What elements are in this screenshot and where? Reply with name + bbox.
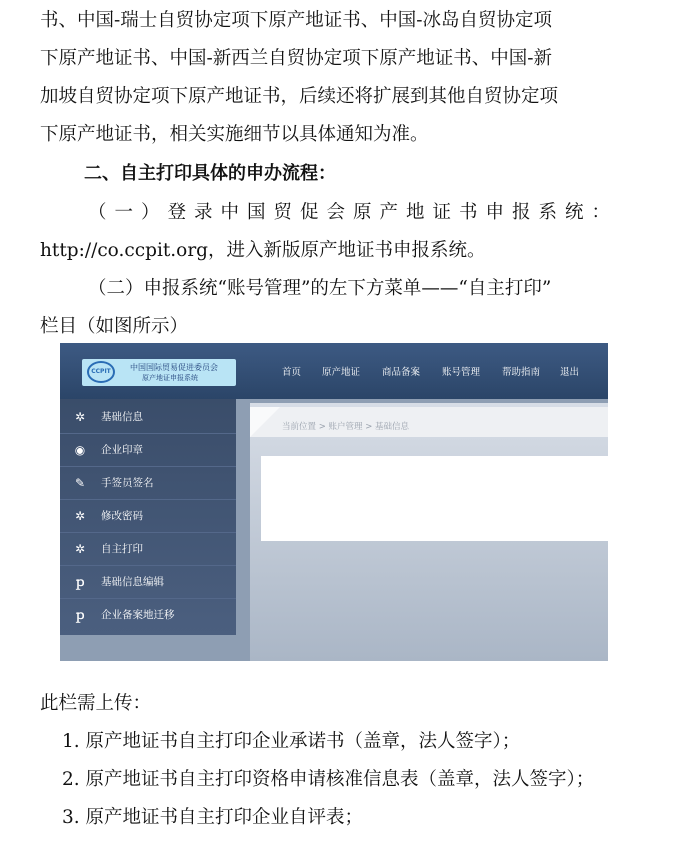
upload-item-1: 1. 原产地证书自主打印企业承诺书（盖章，法人签字）； (62, 731, 521, 752)
p-icon: ｐ (73, 608, 86, 622)
sidebar-item-label: 修改密码 (101, 510, 143, 522)
sidebar-item-label: 企业备案地迁移 (101, 609, 175, 621)
sidebar-item-label: 企业印章 (101, 444, 143, 456)
sidebar-item-basic-info[interactable] (60, 401, 236, 434)
paragraph-line-3: 加坡自贸协定项下原产地证书，后续还将扩展到其他自贸协定项 (40, 86, 559, 107)
breadcrumb: 当前位置 > 账户管理 > 基础信息 (282, 422, 410, 432)
step1-line2: http://co.ccpit.org，进入新版原产地证书申报系统。 (40, 240, 486, 261)
nav-help-guide[interactable]: 帮助指南 (502, 367, 541, 378)
section-heading: 二、自主打印具体的申办流程： (84, 163, 336, 184)
paragraph-line-4: 下原产地证书，相关实施细节以具体通知为准。 (40, 124, 429, 145)
sidebar-item-filing-relocation[interactable] (60, 599, 236, 632)
user-circle-icon: ◉ (74, 443, 86, 457)
sidebar-item-label: 基础信息 (101, 411, 143, 423)
gear-icon: ✲ (74, 542, 86, 556)
pen-icon: ✎ (74, 476, 86, 490)
gear-icon: ✲ (74, 509, 86, 523)
system-screenshot (60, 343, 608, 661)
sidebar-item-signer-signature[interactable] (60, 467, 236, 500)
ccpit-badge-icon: CCPIT (87, 361, 115, 383)
logo-title: 中国国际贸易促进委员会 (130, 363, 218, 372)
gear-icon: ✲ (74, 410, 86, 424)
nav-origin-cert[interactable]: 原产地证 (322, 367, 361, 378)
sidebar-item-label: 自主打印 (101, 543, 143, 555)
step2-line2: 栏目（如图所示） (40, 316, 189, 337)
step1-line1: （一）登录中国贸促会原产地证书申报系统： (88, 202, 610, 223)
sidebar-item-basic-info-edit[interactable] (60, 566, 236, 599)
sidebar-item-label: 基础信息编辑 (101, 576, 164, 588)
sidebar-item-self-print[interactable] (60, 533, 236, 566)
step2-line1: （二）申报系统“账号管理”的左下方菜单——“自主打印” (88, 278, 552, 299)
nav-home[interactable]: 首页 (282, 367, 302, 378)
upload-item-2: 2. 原产地证书自主打印资格申请核准信息表（盖章，法人签字）； (62, 769, 595, 790)
sidebar-item-company-seal[interactable] (60, 434, 236, 467)
logo-subtitle: 原产地证申报系统 (142, 374, 198, 382)
system-logo (82, 359, 236, 386)
sidebar-item-change-password[interactable] (60, 500, 236, 533)
content-panel (261, 456, 608, 541)
paragraph-line-1: 书、中国-瑞士自贸协定项下原产地证书、中国-冰岛自贸协定项 (40, 10, 553, 31)
upload-item-3: 3. 原产地证书自主打印企业自评表； (62, 807, 364, 828)
nav-account-management[interactable]: 账号管理 (442, 367, 481, 378)
paragraph-line-2: 下原产地证书、中国-新西兰自贸协定项下原产地证书、中国-新 (40, 48, 553, 69)
nav-logout[interactable]: 退出 (560, 367, 580, 378)
p-icon: ｐ (73, 575, 86, 589)
sidebar (60, 399, 236, 635)
nav-product-filing[interactable]: 商品备案 (382, 367, 421, 378)
breadcrumb-fold (250, 407, 280, 437)
upload-label: 此栏需上传： (40, 693, 152, 714)
sidebar-item-label: 手签员签名 (101, 477, 154, 489)
